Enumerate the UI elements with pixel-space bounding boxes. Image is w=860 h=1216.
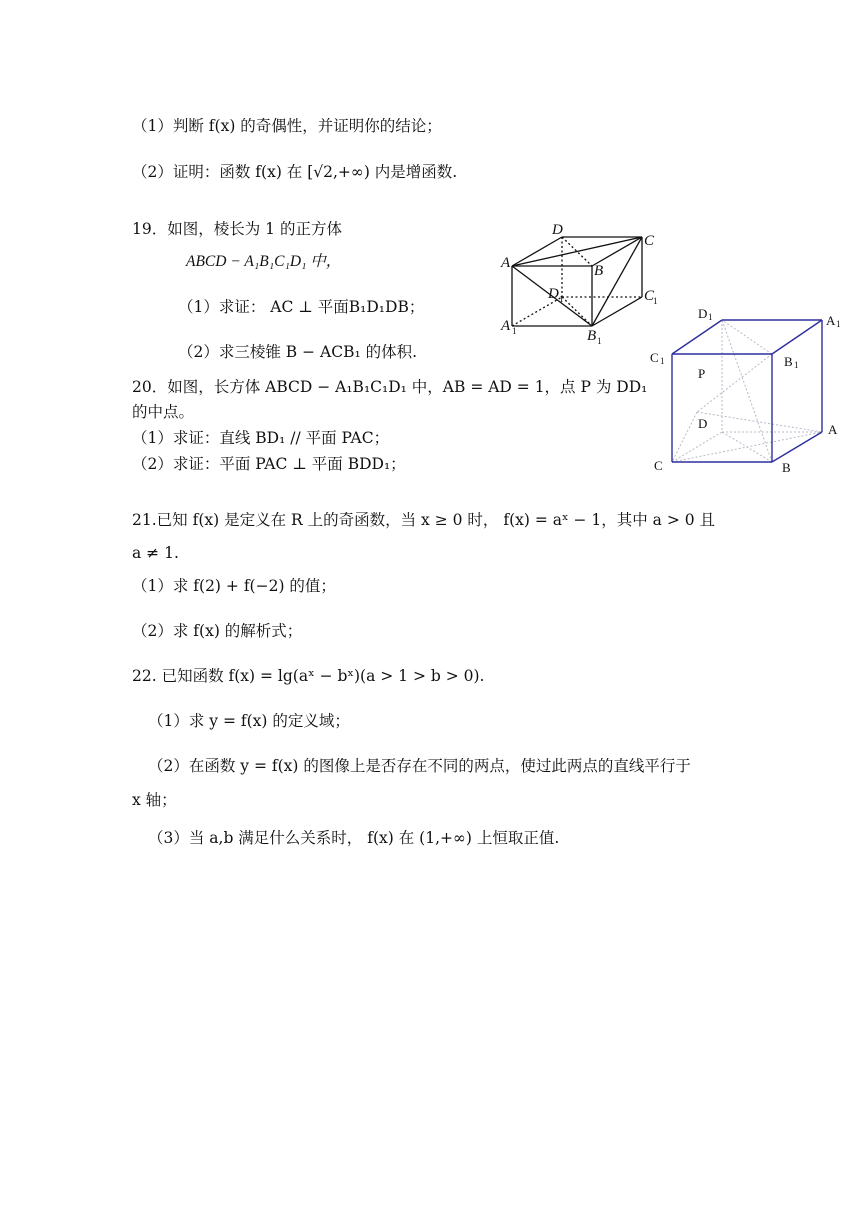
text-line-15: 22. 已知函数 f(x) = lg(aˣ − bˣ)(a > 1 > b > 0). — [132, 667, 485, 685]
subscript-A1: 1 — [512, 326, 517, 336]
subscript-C1: 1 — [660, 356, 665, 366]
text-line-1: （1）判断 f(x) 的奇偶性，并证明你的结论； — [132, 117, 442, 135]
hidden-edge-D1B1 — [562, 297, 592, 326]
label-D: D — [552, 222, 563, 238]
subscript-D1: 1 — [559, 294, 564, 304]
text-line-6: （2）求三棱锥 B − ACB₁ 的体积. — [178, 343, 418, 361]
text-line-8: 的中点。 — [132, 403, 195, 421]
text-line-17: （2）在函数 y = f(x) 的图像上是否存在不同的两点，使过此两点的直线平行于 — [148, 757, 691, 775]
text-line-4: ABCD − A₁B₁C₁D₁ 中， — [186, 253, 342, 270]
label-D1: D — [548, 286, 559, 302]
label-D1: D — [698, 306, 708, 321]
text-line-5: （1）求证： AC ⊥ 平面B₁D₁DB； — [178, 298, 425, 316]
subscript-A1: 1 — [836, 319, 841, 329]
label-P: P — [698, 366, 706, 381]
text-line-2: （2）证明：函数 f(x) 在 [√2,+∞) 内是增函数. — [132, 163, 458, 181]
label-B1: B — [784, 354, 793, 369]
hidden-edge-BD1 — [722, 320, 772, 462]
hidden-edge-BD — [722, 432, 772, 462]
edge-CB1 — [592, 237, 642, 326]
edge-B1A1 — [772, 320, 822, 354]
edge-C1D1 — [672, 320, 722, 354]
label-C1: C — [644, 288, 655, 304]
text-line-10: （2）求证：平面 PAC ⊥ 平面 BDD₁； — [132, 455, 406, 473]
hidden-edge-PA — [697, 412, 822, 432]
text-line-3: 19．如图，棱长为 1 的正方体 — [132, 220, 342, 238]
text-line-7: 20．如图，长方体 ABCD − A₁B₁C₁D₁ 中，AB = AD = 1，点 P 为 DD₁ — [132, 378, 648, 396]
text-line-9: （1）求证：直线 BD₁ // 平面 PAC； — [132, 429, 390, 447]
text-line-12: a ≠ 1. — [132, 544, 179, 562]
label-B: B — [782, 460, 791, 475]
subscript-C1: 1 — [653, 296, 658, 306]
edge-AD — [512, 237, 562, 266]
hidden-edge-PC — [672, 412, 697, 462]
subscript-B1: 1 — [597, 336, 602, 346]
text-line-19: （3）当 a,b 满足什么关系时， f(x) 在 (1,+∞) 上恒取正值. — [148, 829, 560, 847]
label-A: A — [828, 422, 838, 437]
label-A: A — [501, 255, 511, 271]
text-line-13: （1）求 f(2) + f(−2) 的值； — [132, 577, 336, 595]
label-A1: A — [501, 318, 511, 334]
text-line-11: 21.已知 f(x) 是定义在 R 上的奇函数，当 x ≥ 0 时， f(x) = aˣ − 1，其中 a > 0 且 — [132, 511, 716, 529]
hidden-edge-B1D1 — [722, 320, 772, 354]
label-B1: B — [587, 328, 597, 344]
box-figure — [648, 302, 848, 482]
text-line-14: （2）求 f(x) 的解析式； — [132, 622, 303, 640]
subscript-B1: 1 — [794, 360, 799, 370]
edge-AC — [512, 237, 642, 266]
label-B: B — [594, 263, 604, 279]
label-C: C — [654, 458, 663, 473]
text-line-16: （1）求 y = f(x) 的定义域； — [148, 712, 350, 730]
label-C1: C — [650, 350, 659, 365]
edge-BA — [772, 432, 822, 462]
label-D: D — [698, 416, 708, 431]
subscript-D1: 1 — [708, 312, 713, 322]
hidden-edge-B1P — [697, 354, 772, 412]
label-A1: A — [826, 313, 836, 328]
label-C: C — [644, 233, 655, 249]
text-line-18: x 轴； — [132, 791, 177, 809]
cube-figure — [500, 220, 670, 350]
